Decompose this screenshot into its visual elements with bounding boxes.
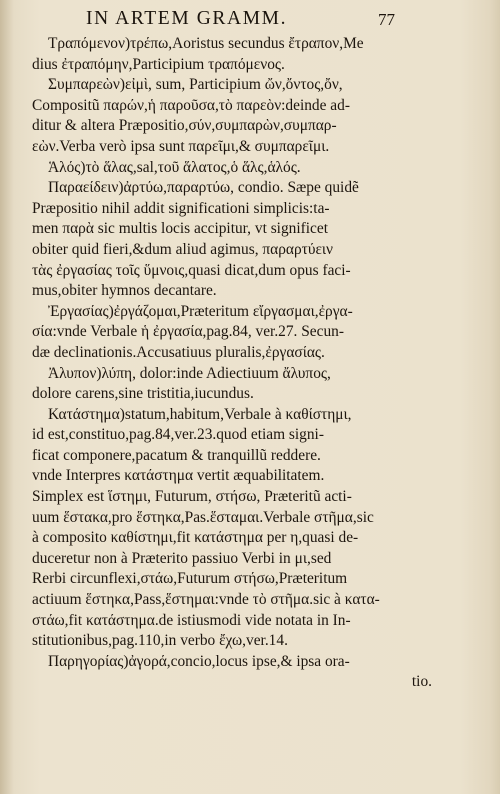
text-line: Κατάστημα)statum,habitum,Verbale à καθίστημι, [48, 405, 352, 423]
text-line: ditur & altera Præpositio,σύν,συμπαρὼν,συμπαρ- [32, 117, 337, 135]
text-line: stitutionibus,pag.110,in verbo ἔχω,ver.14. [32, 632, 288, 650]
text-line: Compositũ παρών,ἡ παροῦσα,τὸ παρεὸν:deinde ad- [32, 96, 350, 114]
text-line: Ἁλός)τὸ ἅλας,sal,τοῦ ἅλατος,ὁ ἅλς,ἁλός. [48, 158, 301, 176]
page-header [0, 8, 500, 34]
text-line: id est,constituo,pag.84,ver.23.quod etiam signi- [32, 426, 324, 444]
text-line: Rerbi circunflexi,στάω,Futurum στήσω,Præteritum [32, 570, 348, 588]
text-line: Simplex est ἵστημι, Futurum, στήσω, Præteritũ acti- [32, 488, 352, 506]
page-number: 77 [378, 10, 395, 29]
text-line: mus,obiter hymnos decantare. [32, 282, 217, 300]
text-line: actiuum ἕστηκα,Pass,ἕστημαι:vnde τὸ στῆμα.sic à κατα- [32, 591, 380, 609]
text-line: men παρὰ sic multis locis accipitur, vt significet [32, 220, 328, 238]
text-line: Συμπαρεὼν)εἰμὶ, sum, Participium ὤν,ὄντος,ὄν, [48, 76, 343, 94]
text-line: τὰς ἐργασίας τοῖς ὕμνοις,quasi dicat,dum opus faci- [32, 261, 351, 279]
running-head: IN ARTEM GRAMM. [86, 8, 288, 29]
text-line: Τραπόμενον)τρέπω,Aoristus secundus ἔτραπον,Me [48, 35, 364, 52]
text-line: obiter quid fieri,&dum aliud agimus, παραρτύειν [32, 240, 334, 258]
text-line: dius ἐτραπόμην,Participium τραπόμενος. [32, 55, 285, 73]
text-line: dæ declinationis.Accusatiuus pluralis,ἐργασίας. [32, 343, 325, 361]
text-line: à composito καθίστημι,fit κατάστημα per η,quasi de- [32, 529, 359, 547]
text-line: στάω,fit κατάστημα.de istiusmodi vide notata in In- [32, 611, 351, 629]
text-line: Ἐργασίας)ἐργάζομαι,Præteritum εἴργασμαι,ἐργα- [48, 302, 353, 320]
text-line: uum ἕστακα,pro ἕστηκα,Pas.ἕσταμαι.Verbale στῆμα,sic [32, 508, 374, 526]
text-line: vnde Interpres κατάστημα vertit æquabilitatem. [32, 467, 325, 485]
text-line: duceretur non à Præterito passiuo Verbi in μι,sed [32, 549, 332, 567]
text-line: dolore carens,sine tristitia,iucundus. [32, 385, 254, 403]
text-body [32, 34, 436, 693]
text-line: Præpositio nihil addit significationi simplicis:ta- [32, 199, 330, 217]
text-line: Παρηγορίας)ἀγορά,concio,locus ipse,& ipsa ora- [48, 652, 350, 670]
text-line: ficat componere,pacatum & tranquillũ reddere. [32, 446, 321, 464]
text-line: Ἀλυπον)λύπη, dolor:inde Adiectiuum ἄλυπος, [48, 364, 331, 382]
text-line: Παραείδειν)ἀρτύω,παραρτύω, condio. Sæpe quidẽ [48, 179, 359, 197]
text-line: tio. [411, 673, 432, 691]
text-line: εὼν.Verba verò ipsa sunt παρεῖμι,& συμπαρεῖμι. [32, 137, 330, 155]
text-line: σία:vnde Verbale ἡ ἐργασία,pag.84, ver.27. Secun- [32, 323, 344, 341]
